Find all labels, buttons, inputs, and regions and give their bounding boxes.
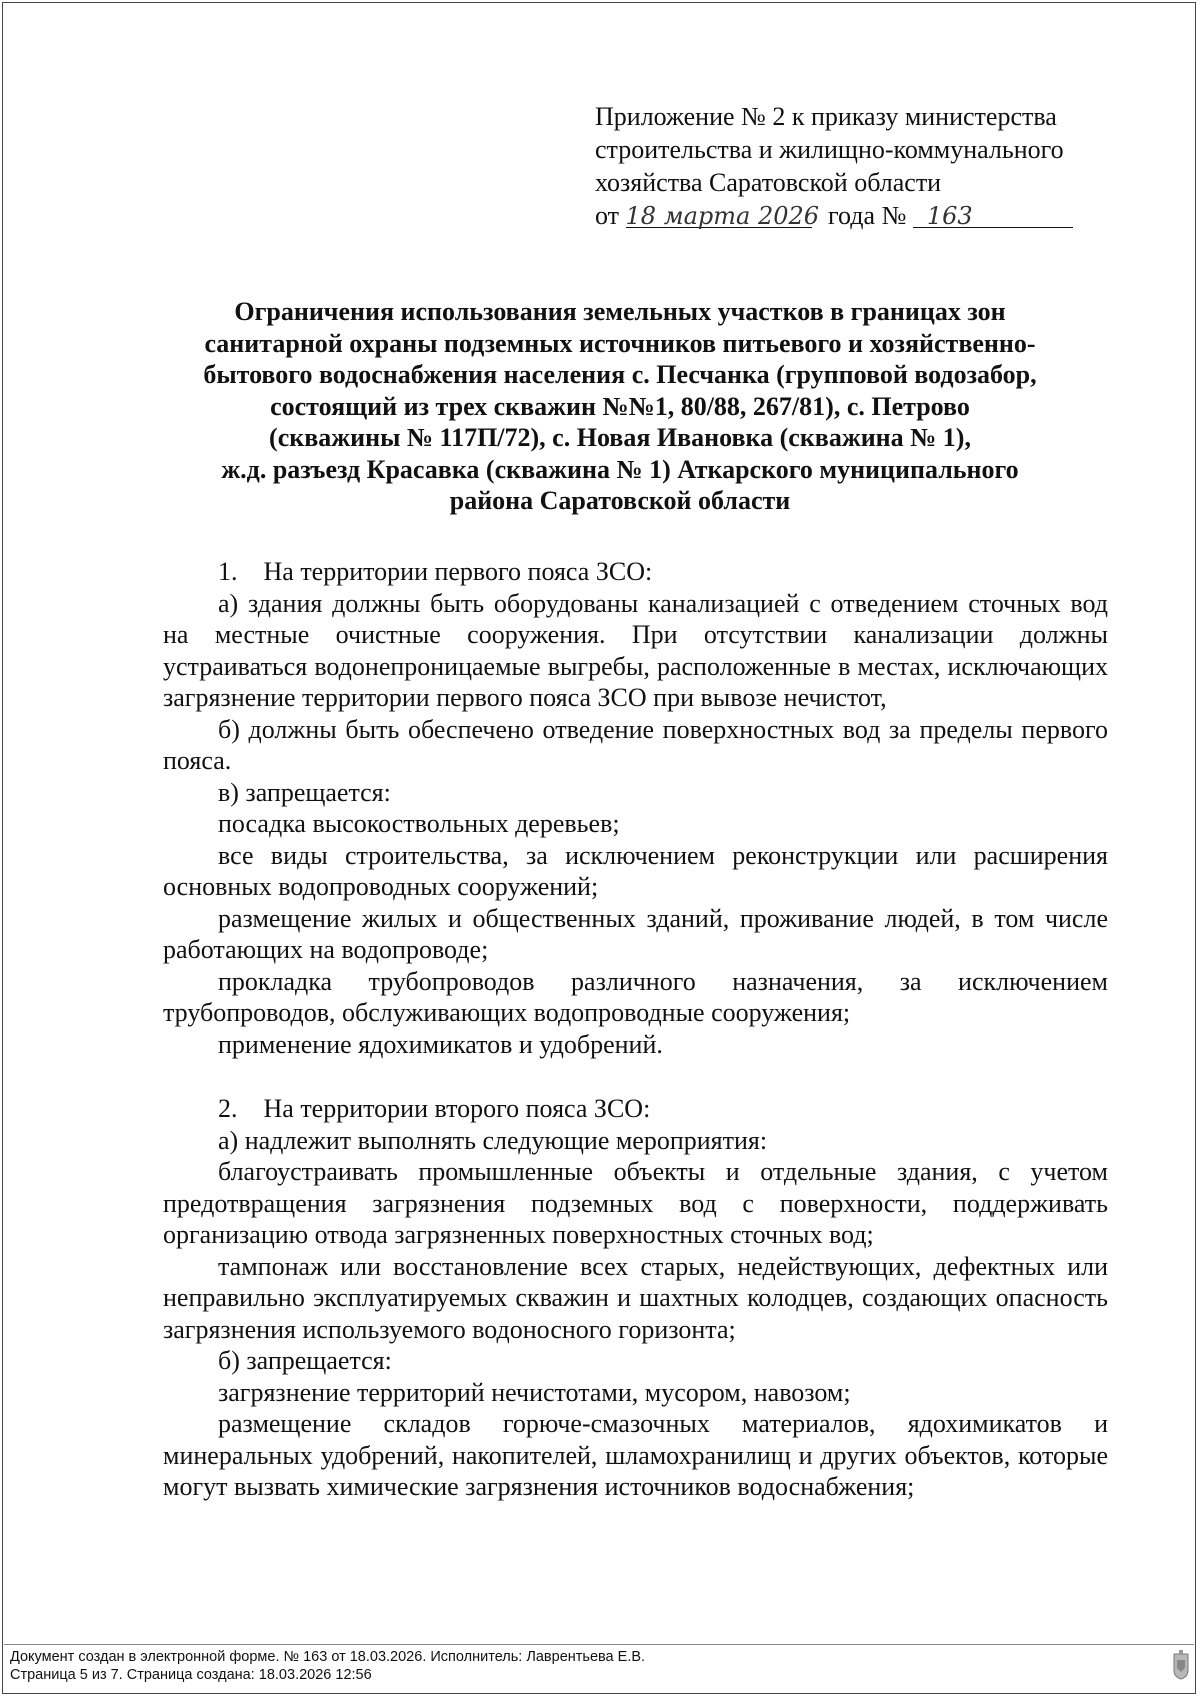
coat-of-arms-icon xyxy=(1172,1650,1190,1680)
section-2-item: размещение складов горюче-смазочных материалов, ядохимикатов и минеральных удобрений, накопителей, шламохранилищ и других объектов, которые могут вызвать химические загрязнения источников водоснабжения; xyxy=(163,1409,1108,1501)
title-line: бытового водоснабжения населения с. Песчанка (групповой водозабор, xyxy=(203,360,1037,389)
section-2-item: загрязнение территорий нечистотами, мусором, навозом; xyxy=(218,1377,851,1407)
section-2-heading: 2. На территории второго пояса ЗСО: xyxy=(218,1094,651,1123)
attachment-line: Приложение № 2 к приказу министерства xyxy=(595,102,1057,131)
section-1-item: в) запрещается: xyxy=(218,777,391,807)
handwritten-date: 18 марта 2026 xyxy=(625,202,820,230)
section-1-item: размещение жилых и общественных зданий, проживание людей, в том числе работающих на водопроводе; xyxy=(163,903,1108,964)
section-1-item: применение ядохимикатов и удобрений. xyxy=(218,1029,663,1059)
order-date-line xyxy=(595,199,1115,232)
title-line: ж.д. разъезд Красавка (скважина № 1) Аткарского муниципального xyxy=(221,454,1019,484)
footer-line-1: Документ создан в электронной форме. № 163 от 18.03.2026. Исполнитель: Лаврентьева Е.В. xyxy=(10,1649,646,1665)
section-2-item: тампонаж или восстановление всех старых, недействующих, дефектных или неправильно эксплуатируемых скважин и шахтных колодцев, создающих опасность загрязнения используемого водоносного горизонта; xyxy=(163,1251,1108,1344)
document-title xyxy=(160,296,1080,517)
title-line: района Саратовской области xyxy=(449,486,791,515)
attachment-header xyxy=(595,100,1115,232)
date-field xyxy=(625,199,820,230)
footer-divider xyxy=(4,1644,1194,1645)
number-field xyxy=(913,199,1073,228)
footer-line-2: Страница 5 из 7. Страница создана: 18.03.2026 12:56 xyxy=(10,1667,372,1683)
document-body xyxy=(163,556,1108,1503)
year-word: года № xyxy=(828,201,907,230)
section-1-item: посадка высокоствольных деревьев; xyxy=(218,809,620,838)
section-1-item: прокладка трубопроводов различного назначения, за исключением трубопроводов, обслуживающих водопроводные сооружения; xyxy=(163,966,1108,1027)
section-2-item: благоустраивать промышленные объекты и отдельные здания, с учетом предотвращения загрязнения подземных вод с поверхности, поддерживать организацию отвода загрязненных поверхностных сточных вод; xyxy=(163,1157,1108,1249)
handwritten-number: 163 xyxy=(926,202,973,230)
section-1-heading: 1. На территории первого пояса ЗСО: xyxy=(218,557,653,586)
document-footer xyxy=(10,1648,1110,1684)
title-line: состоящий из трех скважин №№1, 80/88, 267/81), с. Петрово xyxy=(270,391,970,421)
section-1-item: б) должны быть обеспечено отведение поверхностных вод за пределы первого пояса. xyxy=(163,714,1108,775)
title-line: санитарной охраны подземных источников питьевого и хозяйственно- xyxy=(204,328,1036,358)
title-line: (скважины № 117П/72), с. Новая Ивановка (скважина № 1), xyxy=(269,423,971,452)
attachment-line: хозяйства Саратовской области xyxy=(595,168,942,197)
section-1-item: а) здания должны быть оборудованы канализацией с отведением сточных вод на местные очистные сооружения. При отсутствии канализации должны устраиваться водонепроницаемые выгребы, расположенные в местах, исключающих загрязнение территории первого пояса ЗСО при вывозе нечистот, xyxy=(163,588,1108,712)
section-2-item: а) надлежит выполнять следующие мероприятия: xyxy=(218,1125,768,1155)
date-prefix: от xyxy=(595,201,620,230)
section-1-item: все виды строительства, за исключением реконструкции или расширения основных водопроводных сооружений; xyxy=(163,840,1108,901)
section-2-item: б) запрещается: xyxy=(218,1346,392,1375)
attachment-line: строительства и жилищно-коммунального xyxy=(595,135,1064,164)
title-line: Ограничения использования земельных участков в границах зон xyxy=(234,297,1006,326)
